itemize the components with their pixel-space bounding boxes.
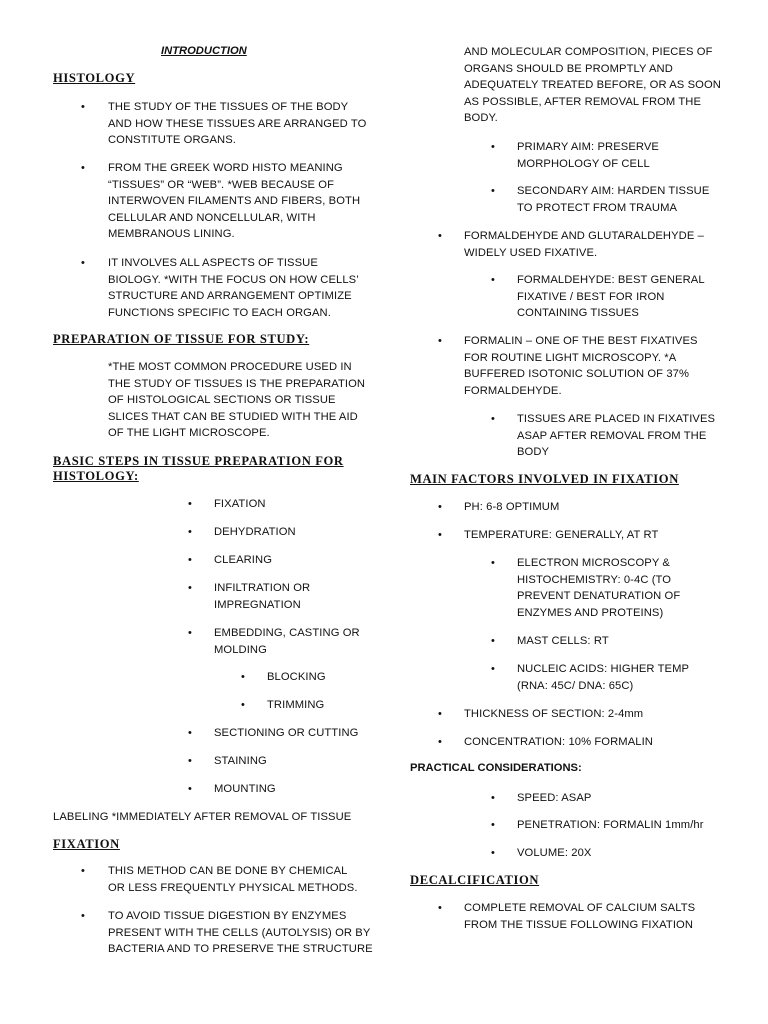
bullet: • <box>438 902 442 914</box>
text-line: CONSTITUTE ORGANS. <box>108 134 236 147</box>
text-line: WIDELY USED FIXATIVE. <box>464 246 598 259</box>
bullet: • <box>188 526 192 538</box>
bullet: • <box>81 101 85 113</box>
bullet: • <box>438 736 442 748</box>
text-line: VOLUME: 20X <box>517 847 592 859</box>
text-line: TISSUES ARE PLACED IN FIXATIVES <box>517 413 716 425</box>
bullet: • <box>438 335 442 347</box>
bullet: • <box>438 708 442 720</box>
text-line: MORPHOLOGY OF CELL <box>517 157 650 170</box>
text-line: SECONDARY AIM: HARDEN TISSUE <box>517 185 710 197</box>
text-line: TRIMMING <box>267 699 325 711</box>
text-line: (RNA: 45C/ DNA: 65C) <box>517 679 634 692</box>
text-line: CELLULAR AND NONCELLULAR, WITH <box>108 211 316 224</box>
text-line: TEMPERATURE: GENERALLY, AT RT <box>464 529 659 541</box>
text-line: FORMALDEHYDE. <box>464 384 562 397</box>
text-line: BLOCKING <box>267 671 326 683</box>
bullet: • <box>188 498 192 510</box>
text-line: FIXATION <box>214 498 266 510</box>
bullet: • <box>81 910 85 922</box>
heading-line: HISTOLOGY: <box>53 469 139 483</box>
text-line: CONCENTRATION: 10% FORMALIN <box>464 736 653 748</box>
text-line: OF THE LIGHT MICROSCOPE. <box>108 427 270 440</box>
bullet: • <box>188 582 192 594</box>
text-line: TO AVOID TISSUE DIGESTION BY ENZYMES <box>108 910 347 922</box>
bullet: • <box>491 847 495 859</box>
text-line: PRIMARY AIM: PRESERVE <box>517 141 659 153</box>
text-line: “TISSUES” OR “WEB”. *WEB BECAUSE OF <box>108 178 335 191</box>
text-line: OF HISTOLOGICAL SECTIONS OR TISSUE <box>108 394 336 407</box>
bullet: • <box>81 257 85 269</box>
text-line: AND HOW THESE TISSUES ARE ARRANGED TO <box>108 117 367 130</box>
bullet: • <box>491 635 495 647</box>
preparation-heading: PREPARATION OF TISSUE FOR STUDY: <box>53 332 310 346</box>
text-line: ADEQUATELY TREATED BEFORE, OR AS SOON <box>464 79 721 92</box>
text-line: SECTIONING OR CUTTING <box>214 727 359 739</box>
main-factors-heading: MAIN FACTORS INVOLVED IN FIXATION <box>410 472 679 486</box>
bullet: • <box>491 663 495 675</box>
fixation-continuation <box>464 44 739 127</box>
text-line: ASAP AFTER REMOVAL FROM THE <box>517 429 707 442</box>
decalcification-heading: DECALCIFICATION <box>410 873 540 887</box>
labeling-text: LABELING *IMMEDIATELY AFTER REMOVAL OF TISSUE <box>53 811 352 823</box>
text-line: MAST CELLS: RT <box>517 635 609 647</box>
fixation-heading: FIXATION <box>53 837 120 851</box>
bullet: • <box>491 557 495 569</box>
text-line: FORMALDEHYDE: BEST GENERAL <box>517 274 705 286</box>
text-line: FOR ROUTINE LIGHT MICROSCOPY. *A <box>464 351 677 364</box>
text-line: BACTERIA AND TO PRESERVE THE STRUCTURE <box>108 943 373 956</box>
text-line: THICKNESS OF SECTION: 2-4mm <box>464 708 644 720</box>
text-line: OR LESS FREQUENTLY PHYSICAL METHODS. <box>108 881 358 894</box>
text-line: FROM THE GREEK WORD HISTO MEANING <box>108 162 343 174</box>
text-line: BODY <box>517 446 550 459</box>
text-line: SPEED: ASAP <box>517 792 592 804</box>
intro-title: INTRODUCTION <box>161 45 247 57</box>
text-line: FUNCTIONS SPECIFIC TO EACH ORGAN. <box>108 306 331 319</box>
text-line: PRESENT WITH THE CELLS (AUTOLYSIS) OR BY <box>108 926 371 939</box>
bullet: • <box>81 865 85 877</box>
text-line: ENZYMES AND PROTEINS) <box>517 606 664 619</box>
basic-steps-heading <box>53 454 344 484</box>
text-line: FORMALDEHYDE AND GLUTARALDEHYDE – <box>464 230 704 242</box>
text-line: CLEARING <box>214 554 272 566</box>
text-line: BIOLOGY. *WITH THE FOCUS ON HOW CELLS’ <box>108 273 359 286</box>
bullet: • <box>438 501 442 513</box>
bullet: • <box>491 413 495 425</box>
text-line: FIXATIVE / BEST FOR IRON <box>517 290 665 303</box>
text-line: STRUCTURE AND ARRANGEMENT OPTIMIZE <box>108 290 352 303</box>
text-line: THIS METHOD CAN BE DONE BY CHEMICAL <box>108 865 348 877</box>
text-line: MEMBRANOUS LINING. <box>108 228 235 241</box>
text-line: FROM THE TISSUE FOLLOWING FIXATION <box>464 918 694 931</box>
text-line: MOLDING <box>214 643 267 656</box>
text-line: PENETRATION: FORMALIN 1mm/hr <box>517 819 704 831</box>
bullet: • <box>188 783 192 795</box>
bullet: • <box>491 185 495 197</box>
bullet: • <box>491 274 495 286</box>
text-line: THE STUDY OF TISSUES IS THE PREPARATION <box>108 377 366 390</box>
text-line: FORMALIN – ONE OF THE BEST FIXATIVES <box>464 335 698 347</box>
text-line: BUFFERED ISOTONIC SOLUTION OF 37% <box>464 368 690 381</box>
bullet: • <box>438 230 442 242</box>
heading-line: BASIC STEPS IN TISSUE PREPARATION FOR <box>53 454 344 468</box>
text-line: ELECTRON MICROSCOPY & <box>517 557 670 569</box>
text-line: STAINING <box>214 755 267 767</box>
text-line: TO PROTECT FROM TRAUMA <box>517 201 678 214</box>
bullet: • <box>188 755 192 767</box>
text-line: PH: 6-8 OPTIMUM <box>464 501 560 513</box>
text-line: HISTOCHEMISTRY: 0-4C (TO <box>517 573 672 586</box>
practical-considerations-label: PRACTICAL CONSIDERATIONS: <box>410 762 582 774</box>
text-line: MOUNTING <box>214 783 276 795</box>
bullet: • <box>188 554 192 566</box>
bullet: • <box>241 699 245 711</box>
bullet: • <box>188 727 192 739</box>
bullet: • <box>491 792 495 804</box>
text-line: AS POSSIBLE, AFTER REMOVAL FROM THE <box>464 95 702 108</box>
text-line: BODY. <box>464 112 498 125</box>
text-line: CONTAINING TISSUES <box>517 307 639 320</box>
bullet: • <box>188 627 192 639</box>
text-line: SLICES THAT CAN BE STUDIED WITH THE AID <box>108 410 358 423</box>
bullet: • <box>491 141 495 153</box>
text-line: AND MOLECULAR COMPOSITION, PIECES OF <box>464 46 713 58</box>
text-line: IT INVOLVES ALL ASPECTS OF TISSUE <box>108 257 318 269</box>
text-line: EMBEDDING, CASTING OR <box>214 627 360 639</box>
text-line: IMPREGNATION <box>214 598 301 611</box>
preparation-text <box>108 359 368 442</box>
text-line: ORGANS SHOULD BE PROMPTLY AND <box>464 62 673 75</box>
text-line: NUCLEIC ACIDS: HIGHER TEMP <box>517 663 690 675</box>
text-line: COMPLETE REMOVAL OF CALCIUM SALTS <box>464 902 696 914</box>
text-line: *THE MOST COMMON PROCEDURE USED IN <box>108 361 352 373</box>
histology-heading: HISTOLOGY <box>53 71 136 85</box>
text-line: DEHYDRATION <box>214 526 296 538</box>
text-line: INTERWOVEN FILAMENTS AND FIBERS, BOTH <box>108 195 361 208</box>
bullet: • <box>438 529 442 541</box>
bullet: • <box>81 162 85 174</box>
text-line: INFILTRATION OR <box>214 582 311 594</box>
text-line: PREVENT DENATURATION OF <box>517 590 681 603</box>
text-line: THE STUDY OF THE TISSUES OF THE BODY <box>108 101 349 113</box>
bullet: • <box>241 671 245 683</box>
bullet: • <box>491 819 495 831</box>
